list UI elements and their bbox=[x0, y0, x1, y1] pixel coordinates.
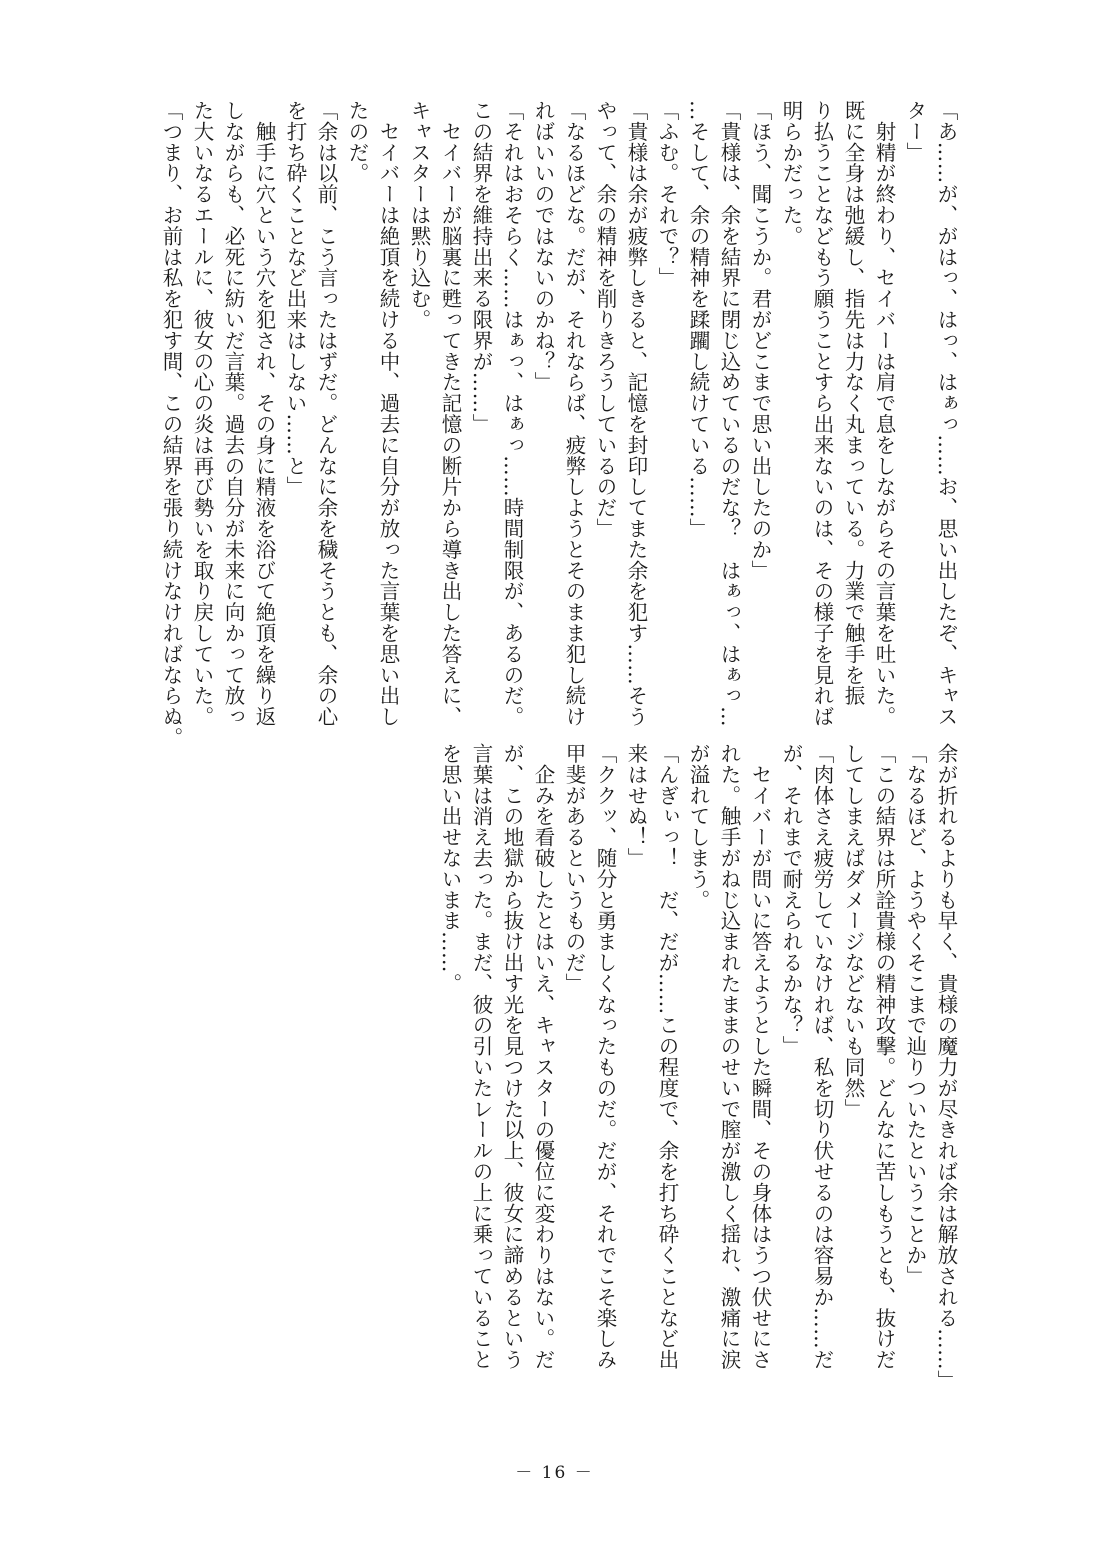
text-line: ればいいのではないのかね？」 bbox=[531, 100, 555, 393]
text-line: り払うことなどもう願うことすら出来ないのは、その様子を見れば bbox=[810, 100, 834, 727]
text-line: ター」 bbox=[903, 100, 927, 163]
text-line: 企みを看破したとはいえ、キャスターの優位に変わりはない。だ bbox=[531, 743, 555, 1370]
text-line: 「肉体さえ疲労していなければ、私を切り伏せるのは容易か……だ bbox=[810, 743, 834, 1370]
text-block-bottom bbox=[438, 743, 961, 1393]
text-line: 「ふむ。それで？」 bbox=[655, 100, 679, 289]
text-line: 「ククッ、随分と勇ましくなったものだ。だが、それでこそ楽しみ bbox=[593, 743, 617, 1370]
text-line: セイバーは絶頂を続ける中、過去に自分が放った言葉を思い出し bbox=[376, 100, 400, 727]
text-line: た大いなるエールに、彼女の心の炎は再び勢いを取り戻していた。 bbox=[190, 100, 214, 727]
text-line: 「余は以前、こう言ったはずだ。どんなに余を穢そうとも、余の心 bbox=[314, 100, 338, 727]
text-line: 「んぎぃっ！ だ、だが……この程度で、余を打ち砕くことなど出 bbox=[655, 743, 679, 1370]
text-line: が、この地獄から抜け出す光を見つけた以上、彼女に諦めるという bbox=[500, 743, 524, 1370]
text-line: 言葉は消え去った。まだ、彼の引いたレールの上に乗っていること bbox=[469, 743, 493, 1370]
text-line: …そして、余の精神を蹂躙し続けている……」 bbox=[686, 100, 710, 539]
text-line: セイバーが問いに答えようとした瞬間、その身体はうつ伏せにさ bbox=[748, 743, 772, 1370]
text-line: 来はせぬ！」 bbox=[624, 743, 648, 869]
text-line: を打ち砕くことなど出来はしない……と」 bbox=[283, 100, 307, 498]
text-line: 「それはおそらく……はぁっ、はぁっ……時間制限が、あるのだ。 bbox=[500, 100, 524, 727]
text-line: 甲斐があるというものだ」 bbox=[562, 743, 586, 994]
text-line: 既に全身は弛緩し、指先は力なく丸まっている。力業で触手を振 bbox=[841, 100, 865, 707]
text-line: 「なるほど、ようやくそこまで辿りついたということか」 bbox=[903, 743, 927, 1287]
text-line: が溢れてしまう。 bbox=[686, 743, 710, 911]
text-line: セイバーが脳裏に甦ってきた記憶の断片から導き出した答えに、 bbox=[438, 100, 462, 727]
text-line: やって、余の精神を削りきろうしているのだ」 bbox=[593, 100, 617, 539]
text-line: たのだ。 bbox=[345, 100, 369, 184]
text-line: 余が折れるよりも早く、貴様の魔力が尽きれば余は解放される……」 bbox=[934, 743, 958, 1391]
text-block-top bbox=[141, 100, 961, 748]
text-line: 「ほう、聞こうか。君がどこまで思い出したのか」 bbox=[748, 100, 772, 581]
text-line: 「この結界は所詮貴様の精神攻撃。どんなに苦しもうとも、抜けだ bbox=[872, 743, 896, 1370]
text-line: この結界を維持出来る限界が……」 bbox=[469, 100, 493, 435]
text-line: を思い出せないまま……。 bbox=[438, 743, 462, 994]
text-line: が、それまで耐えられるかな？」 bbox=[779, 743, 803, 1057]
text-line: 「つまり、お前は私を犯す間、この結界を張り続けなければならぬ。 bbox=[159, 100, 183, 748]
text-line: 「なるほどな。だが、それならば、疲弊しようとそのまま犯し続け bbox=[562, 100, 586, 727]
text-line: 明らかだった。 bbox=[779, 100, 803, 247]
text-line: 射精が終わり、セイバーは肩で息をしながらその言葉を吐いた。 bbox=[872, 100, 896, 727]
text-line: してしまえばダメージなどないも同然」 bbox=[841, 743, 865, 1120]
text-line: キャスターは黙り込む。 bbox=[407, 100, 431, 330]
text-line: 触手に穴という穴を犯され、その身に精液を浴びて絶頂を繰り返 bbox=[252, 100, 276, 727]
text-line: 「貴様は、余を結界に閉じ込めているのだな？ はぁっ、はぁっ… bbox=[717, 100, 741, 727]
page-number: － 16 － bbox=[515, 1463, 594, 1483]
text-line: しながらも、必死に紡いだ言葉。過去の自分が未来に向かって放っ bbox=[221, 100, 245, 727]
text-line: れた。触手がねじ込まれたままのせいで膣が激しく揺れ、激痛に涙 bbox=[717, 743, 741, 1370]
text-line: 「あ……が、がはっ、はっ、はぁっ……お、思い出したぞ、キャス bbox=[934, 100, 958, 727]
text-line: 「貴様は余が疲弊しきると、記憶を封印してまた余を犯す……そう bbox=[624, 100, 648, 727]
